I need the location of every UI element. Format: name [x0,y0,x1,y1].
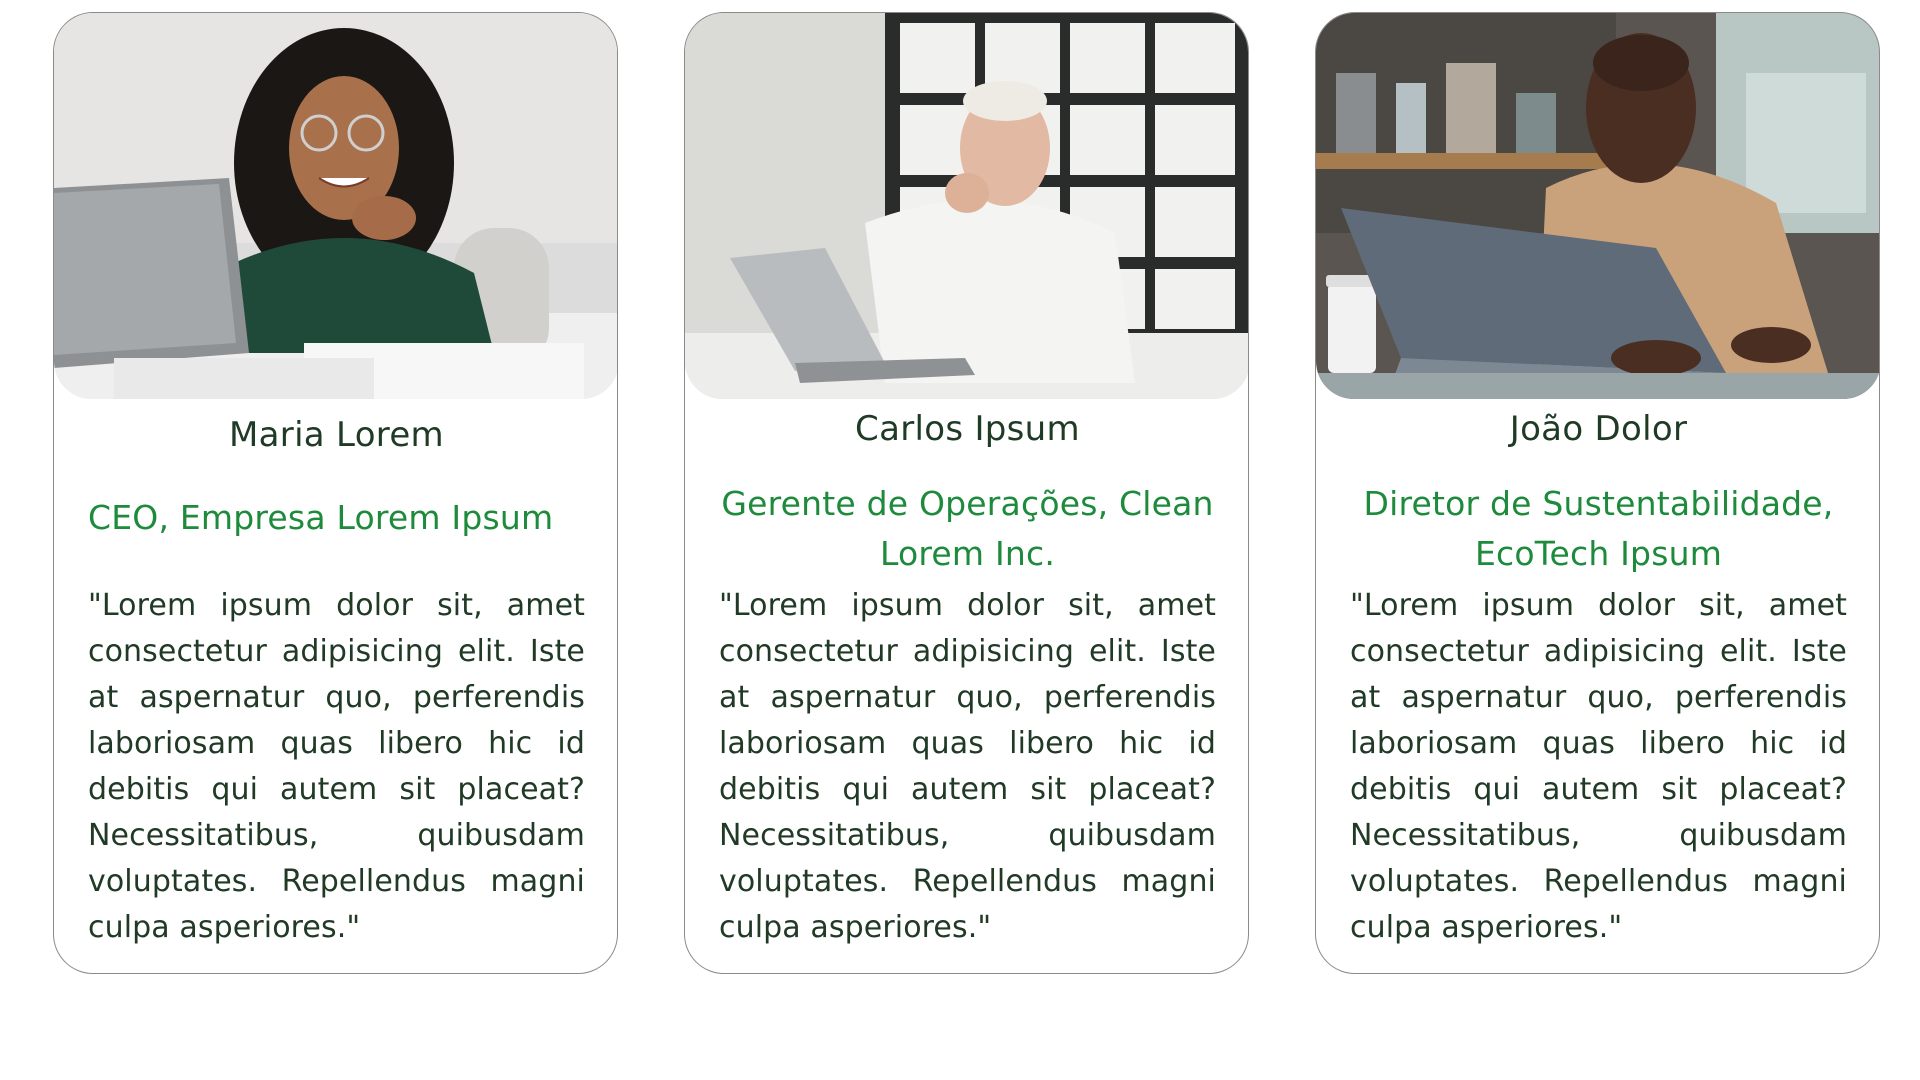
testimonial-role: Gerente de Operações, Clean Lorem Inc. [721,484,1214,573]
testimonial-quote: "Lorem ipsum dolor sit, amet consectetur adipisicing elit. Iste at aspernatur quo, perferendis laboriosam quas libero hic id debitis qui autem sit placeat? Necessitatibus, quibusdam voluptates. Repellendus magni culpa asperiores." [88,588,585,945]
testimonial-role: CEO, Empresa Lorem Ipsum [88,498,554,537]
testimonial-card [1315,12,1880,974]
testimonial-card [684,12,1249,974]
testimonial-card [53,12,618,974]
person-with-laptop-photo [1316,13,1880,399]
person-with-laptop-photo [54,13,618,399]
testimonial-photo [685,13,1249,399]
person-with-laptop-photo [685,13,1249,399]
testimonial-name: Carlos Ipsum [855,409,1080,449]
testimonial-role: Diretor de Sustentabilidade, EcoTech Ipsum [1363,484,1834,573]
testimonial-name: Maria Lorem [229,415,444,455]
testimonial-photo [1316,13,1880,399]
testimonials-section [53,12,1883,980]
testimonial-quote: "Lorem ipsum dolor sit, amet consectetur adipisicing elit. Iste at aspernatur quo, perferendis laboriosam quas libero hic id debitis qui autem sit placeat? Necessitatibus, quibusdam voluptates. Repellendus magni culpa asperiores." [1350,588,1847,945]
testimonial-quote: "Lorem ipsum dolor sit, amet consectetur adipisicing elit. Iste at aspernatur quo, perferendis laboriosam quas libero hic id debitis qui autem sit placeat? Necessitatibus, quibusdam voluptates. Repellendus magni culpa asperiores." [719,588,1216,945]
testimonial-photo [54,13,618,399]
testimonial-name: João Dolor [1509,409,1688,449]
